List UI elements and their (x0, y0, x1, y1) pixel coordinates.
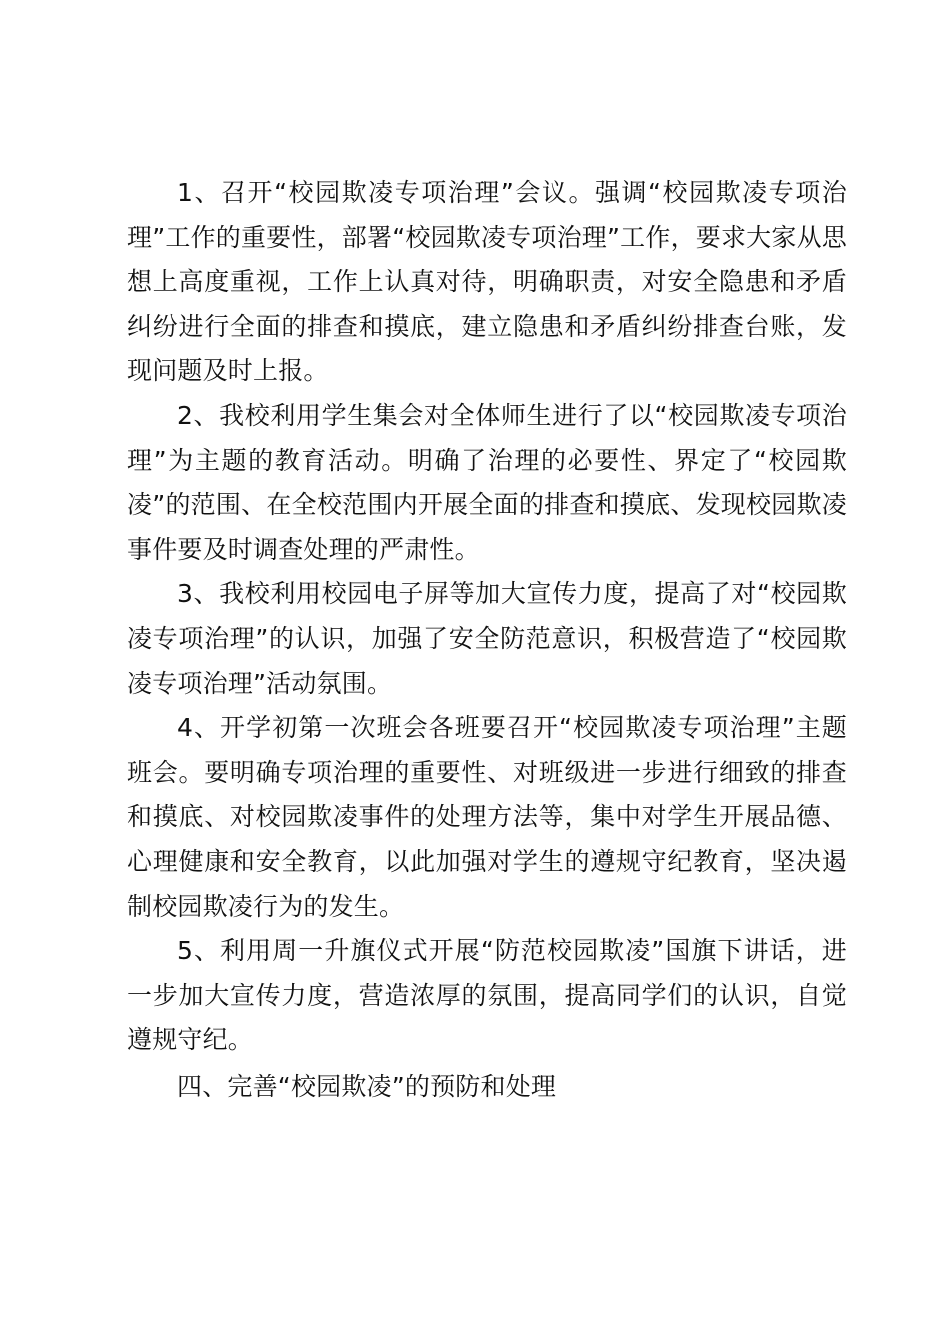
paragraph-item-3: 3、我校利用校园电子屏等加大宣传力度，提高了对“校园欺凌专项治理”的认识，加强了安全防范意识，积极营造了“校园欺凌专项治理”活动氛围。 (127, 579, 847, 698)
paragraph-item-1: 1、召开“校园欺凌专项治理”会议。强调“校园欺凌专项治理”工作的重要性，部署“校园欺凌专项治理”工作，要求大家从思想上高度重视，工作上认真对待，明确职责，对安全隐患和矛盾纠纷进行全面的排查和摸底，建立隐患和矛盾纠纷排查台账，发现问题及时上报。 (127, 178, 847, 386)
document-body (127, 171, 847, 1109)
paragraph-item-5: 5、利用周一升旗仪式开展“防范校园欺凌”国旗下讲话，进一步加大宣传力度，营造浓厚的氛围，提高同学们的认识，自觉遵规守纪。 (127, 936, 847, 1055)
section-heading: 四、完善“校园欺凌”的预防和处理 (177, 1071, 557, 1101)
paragraph-item-2: 2、我校利用学生集会对全体师生进行了以“校园欺凌专项治理”为主题的教育活动。明确了治理的必要性、界定了“校园欺凌”的范围、在全校范围内开展全面的排查和摸底、发现校园欺凌事件要及时调查处理的严肃性。 (127, 400, 847, 564)
paragraph-item-4: 4、开学初第一次班会各班要召开“校园欺凌专项治理”主题班会。要明确专项治理的重要性、对班级进一步进行细致的排查和摸底、对校园欺凌事件的处理方法等，集中对学生开展品德、心理健康和安全教育，以此加强对学生的遵规守纪教育，坚决遏制校园欺凌行为的发生。 (127, 713, 847, 921)
